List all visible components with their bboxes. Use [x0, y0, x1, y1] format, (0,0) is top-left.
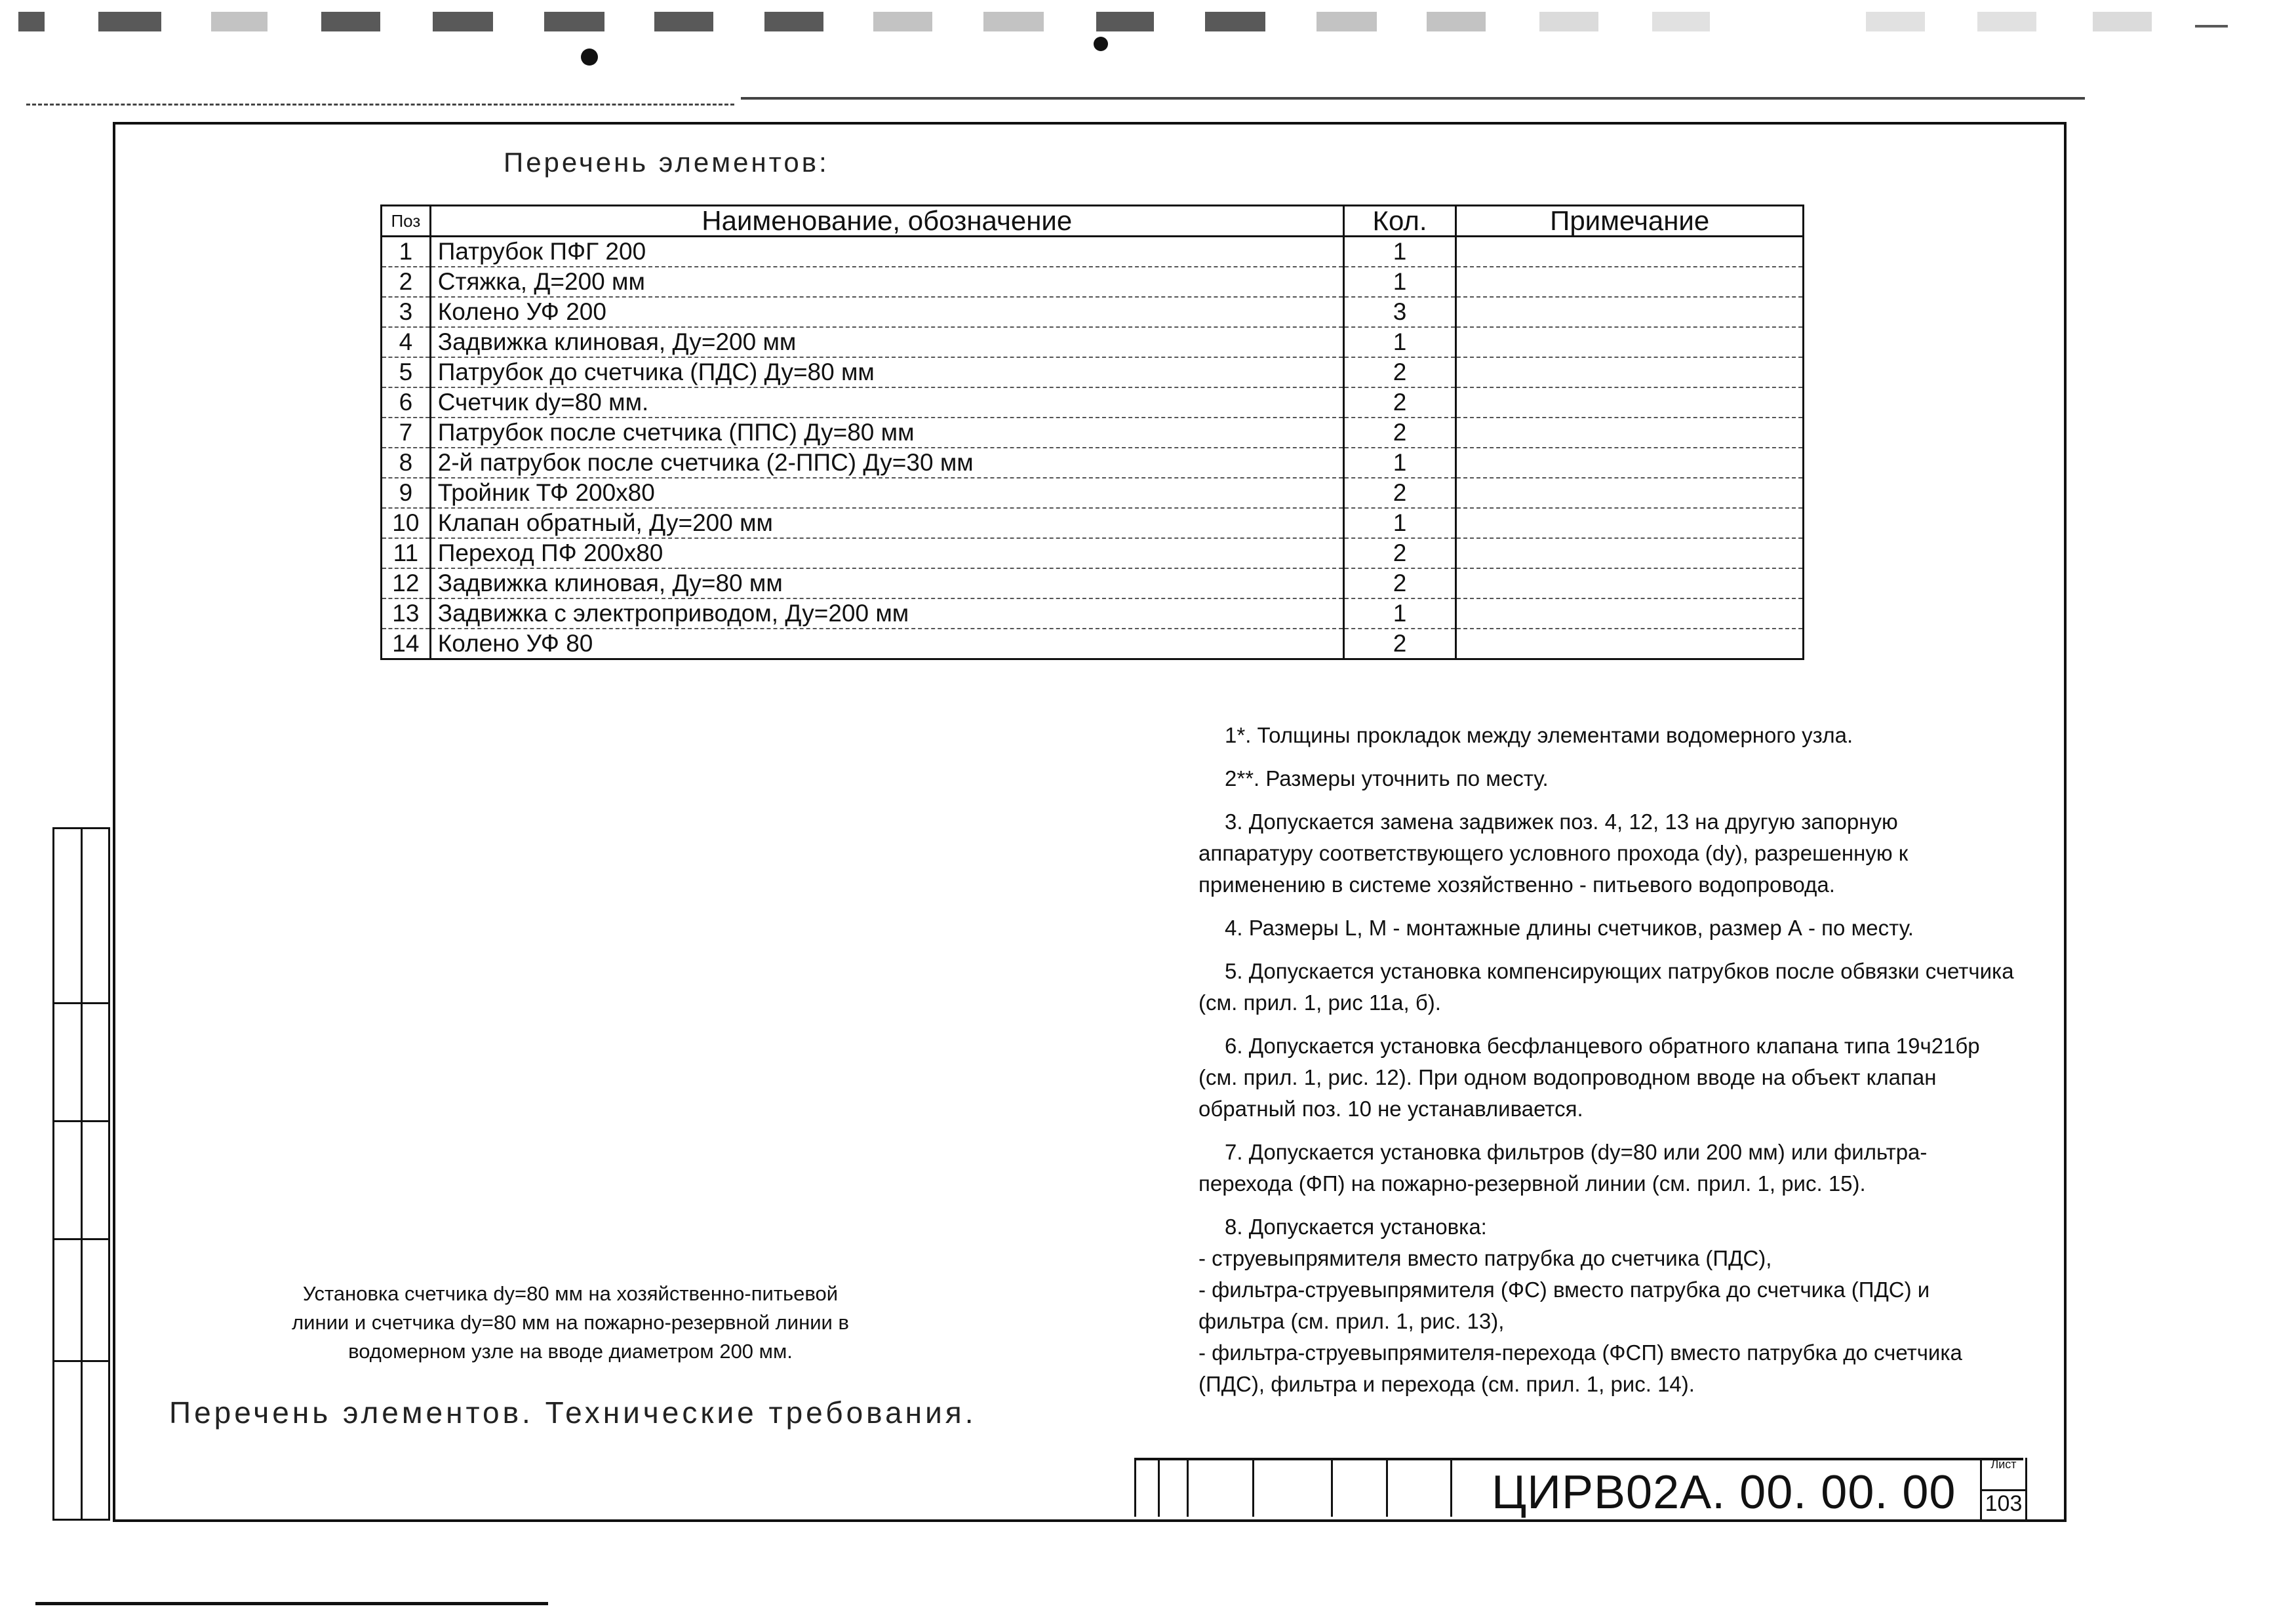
- sheet-subtitle: Перечень элементов. Технические требования.: [169, 1395, 977, 1430]
- strip-column: [54, 829, 83, 1519]
- strip-divider: [54, 1120, 108, 1122]
- cell-pos: 8: [382, 448, 431, 478]
- note-8: 8. Допускается установка:: [1225, 1215, 1487, 1239]
- note-3: 3. Допускается замена задвижек поз. 4, 12, 13 на другую запорную аппаратуру соответствующего условного прохода (dy), разрешенную к применению в системе хозяйственно - питьевого водопровода.: [1198, 810, 1909, 897]
- cell-name: Колено УФ 80: [430, 629, 1343, 659]
- cell-note: [1456, 327, 1804, 357]
- stamp-cell: [1187, 1460, 1189, 1517]
- note-5: 5. Допускается установка компенсирующих патрубков после обвязки счетчика (см. прил. 1, рис 11а, б).: [1198, 959, 2014, 1015]
- cell-name: 2-й патрубок после счетчика (2-ППС) Ду=30 мм: [430, 448, 1343, 478]
- table-row: [382, 598, 1804, 629]
- note-1: 1*. Толщины прокладок между элементами водомерного узла.: [1225, 723, 1853, 747]
- elements-list-heading: Перечень элементов:: [504, 147, 829, 178]
- sheet-label: Лист: [1990, 1458, 2017, 1471]
- cell-name: Клапан обратный, Ду=200 мм: [430, 508, 1343, 538]
- scan-mark: [18, 12, 45, 31]
- note-8-item: - фильтра-струевыпрямителя (ФС) вместо патрубка до счетчика (ПДС) и фильтра (см. прил. 1, рис. 13),: [1198, 1278, 1930, 1333]
- table-row: [382, 478, 1804, 508]
- cell-note: [1456, 237, 1804, 267]
- scan-bottom-line: [35, 1602, 548, 1605]
- table-row: [382, 448, 1804, 478]
- caption-line: Установка счетчика dy=80 мм на хозяйственно-питьевой: [302, 1282, 839, 1305]
- cell-pos: 1: [382, 237, 431, 267]
- scan-mark: [1539, 12, 1598, 31]
- cell-note: [1456, 297, 1804, 327]
- cell-qty: 2: [1343, 478, 1456, 508]
- elements-table: [380, 205, 1804, 660]
- table-row: [382, 508, 1804, 538]
- cell-qty: 2: [1343, 418, 1456, 448]
- scan-artifact-strip: [0, 0, 2296, 72]
- note-8-item: - фильтра-струевыпрямителя-перехода (ФСП) вместо патрубка до счетчика (ПДС), фильтра и перехода (см. прил. 1, рис. 14).: [1198, 1340, 1962, 1396]
- strip-divider: [54, 1002, 108, 1004]
- scan-mark: [1427, 12, 1486, 31]
- cell-note: [1456, 418, 1804, 448]
- cell-name: Задвижка клиновая, Ду=80 мм: [430, 568, 1343, 598]
- table-row: [382, 267, 1804, 297]
- cell-pos: 9: [382, 478, 431, 508]
- scan-dash-line: [26, 104, 734, 106]
- cell-note: [1456, 508, 1804, 538]
- cell-qty: 2: [1343, 538, 1456, 568]
- col-note-header: Примечание: [1456, 206, 1804, 237]
- scan-mark: [211, 12, 267, 31]
- cell-note: [1456, 568, 1804, 598]
- stamp-cell: [1252, 1460, 1254, 1517]
- scan-mark: [873, 12, 932, 31]
- cell-note: [1456, 478, 1804, 508]
- cell-pos: 10: [382, 508, 431, 538]
- table-row: [382, 327, 1804, 357]
- stamp-cell: [1386, 1460, 1388, 1517]
- table-row: [382, 237, 1804, 267]
- table-row: [382, 538, 1804, 568]
- scan-mark: [654, 12, 713, 31]
- scan-mark: [1652, 12, 1710, 31]
- table-row: [382, 357, 1804, 387]
- note-8-item: - струевыпрямителя вместо патрубка до счетчика (ПДС),: [1198, 1246, 1772, 1270]
- cell-name: Счетчик dy=80 мм.: [430, 387, 1343, 418]
- cell-pos: 7: [382, 418, 431, 448]
- cell-note: [1456, 357, 1804, 387]
- document-number: ЦИРВ02А. 00. 00. 00: [1492, 1466, 1956, 1519]
- strip-divider: [54, 1238, 108, 1240]
- cell-name: Колено УФ 200: [430, 297, 1343, 327]
- cell-name: Патрубок до счетчика (ПДС) Ду=80 мм: [430, 357, 1343, 387]
- cell-note: [1456, 538, 1804, 568]
- scan-mark: [1977, 12, 2036, 31]
- cell-name: Переход ПФ 200х80: [430, 538, 1343, 568]
- scan-mark: [764, 12, 823, 31]
- cell-qty: 1: [1343, 448, 1456, 478]
- cell-qty: 2: [1343, 629, 1456, 659]
- scan-mark: [2093, 12, 2152, 31]
- table-row: [382, 297, 1804, 327]
- cell-pos: 12: [382, 568, 431, 598]
- stamp-cell: [1158, 1460, 1160, 1517]
- cell-pos: 2: [382, 267, 431, 297]
- sheet-number: 103: [1982, 1489, 2025, 1517]
- cell-note: [1456, 387, 1804, 418]
- cell-qty: 1: [1343, 598, 1456, 629]
- technical-requirements: [1198, 720, 2018, 1400]
- col-pos-header: Поз: [382, 206, 431, 237]
- cell-note: [1456, 629, 1804, 659]
- cell-note: [1456, 448, 1804, 478]
- cell-name: Задвижка клиновая, Ду=200 мм: [430, 327, 1343, 357]
- punch-hole: [1094, 37, 1108, 51]
- sheet-box: [1980, 1458, 2027, 1519]
- scan-mark: [321, 12, 380, 31]
- cell-pos: 13: [382, 598, 431, 629]
- cell-name: Стяжка, Д=200 мм: [430, 267, 1343, 297]
- cell-qty: 2: [1343, 568, 1456, 598]
- scan-mark: [1866, 12, 1925, 31]
- stamp-cell: [1450, 1460, 1452, 1517]
- cell-name: Тройник ТФ 200х80: [430, 478, 1343, 508]
- scan-mark: [433, 12, 493, 31]
- cell-pos: 3: [382, 297, 431, 327]
- scan-mark: [98, 12, 161, 31]
- scan-mark: [1316, 12, 1377, 31]
- caption-line: водомерном узле на вводе диаметром 200 мм.: [348, 1340, 793, 1363]
- note-2: 2**. Размеры уточнить по месту.: [1225, 766, 1549, 790]
- cell-note: [1456, 267, 1804, 297]
- cell-note: [1456, 598, 1804, 629]
- col-name-header: Наименование, обозначение: [430, 206, 1343, 237]
- stamp-cell: [1134, 1460, 1136, 1517]
- title-block-stamp: [1134, 1458, 2023, 1519]
- stamp-signature-cells: [1134, 1460, 1450, 1517]
- cell-name: Патрубок после счетчика (ППС) Ду=80 мм: [430, 418, 1343, 448]
- note-6: 6. Допускается установка бесфланцевого обратного клапана типа 19ч21бр (см. прил. 1, рис. 12). При одном водопроводном вводе на объект клапан обратный поз. 10 не устанавливается.: [1198, 1034, 1980, 1121]
- scan-mark: [1096, 12, 1154, 31]
- cell-qty: 1: [1343, 267, 1456, 297]
- left-signature-strip: [52, 827, 110, 1521]
- table-row: [382, 568, 1804, 598]
- scan-mark: [983, 12, 1044, 31]
- cell-name: Патрубок ПФГ 200: [430, 237, 1343, 267]
- cell-pos: 6: [382, 387, 431, 418]
- table-row: [382, 629, 1804, 659]
- table-header-row: [382, 206, 1804, 237]
- cell-qty: 2: [1343, 387, 1456, 418]
- cell-name: Задвижка с электроприводом, Ду=200 мм: [430, 598, 1343, 629]
- cell-qty: 1: [1343, 237, 1456, 267]
- caption-line: линии и счетчика dy=80 мм на пожарно-резервной линии в: [292, 1311, 849, 1334]
- punch-hole: [581, 49, 598, 66]
- scan-mark: [1205, 12, 1265, 31]
- scan-mark: [544, 12, 604, 31]
- cell-qty: 1: [1343, 508, 1456, 538]
- table-row: [382, 387, 1804, 418]
- cell-pos: 11: [382, 538, 431, 568]
- strip-divider: [54, 1360, 108, 1362]
- cell-pos: 5: [382, 357, 431, 387]
- scan-mark: [2195, 25, 2228, 28]
- note-7: 7. Допускается установка фильтров (dy=80 или 200 мм) или фильтра-перехода (ФП) на пожарно-резервной линии (см. прил. 1, рис. 15).: [1198, 1140, 1928, 1196]
- cell-pos: 14: [382, 629, 431, 659]
- col-qty-header: Кол.: [1343, 206, 1456, 237]
- cell-qty: 3: [1343, 297, 1456, 327]
- drawing-caption: [184, 1279, 957, 1366]
- cell-qty: 1: [1343, 327, 1456, 357]
- frame-top-edge: [741, 97, 2085, 100]
- stamp-cell: [1331, 1460, 1333, 1517]
- note-4: 4. Размеры L, M - монтажные длины счетчиков, размер А - по месту.: [1225, 916, 1914, 940]
- cell-pos: 4: [382, 327, 431, 357]
- cell-qty: 2: [1343, 357, 1456, 387]
- table-row: [382, 418, 1804, 448]
